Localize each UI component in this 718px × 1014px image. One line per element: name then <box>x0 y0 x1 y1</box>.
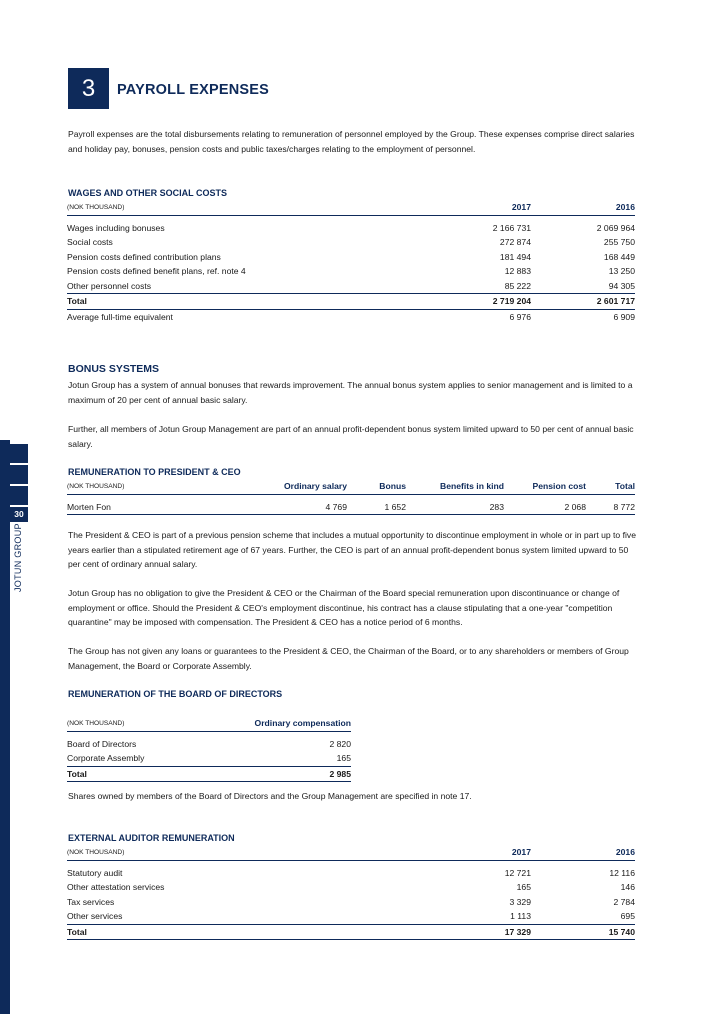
table-row <box>67 221 635 236</box>
note-number: 3 <box>68 68 109 109</box>
value-2016: 2 069 964 <box>596 222 635 233</box>
bonus-paragraph-2: Further, all members of Jotun Group Management are part of an annual profit-dependent bonus system limited upward to 50 per cent of annual basic salary. <box>68 424 634 449</box>
value-2017: 85 222 <box>504 280 531 291</box>
value-2016: 255 750 <box>603 237 635 248</box>
brand-label: JOTUN GROUP <box>13 523 23 592</box>
total-2017: 17 329 <box>467 924 531 940</box>
table-row <box>67 279 635 294</box>
row-value: 2 820 <box>329 738 351 749</box>
bonus-paragraph-1: Jotun Group has a system of annual bonuses that rewards improvement. The annual bonus system applies to senior management and is limited to a maximum of 20 per cent of annual basic salary. <box>68 380 633 405</box>
fte-2017: 6 976 <box>509 311 531 322</box>
row-label: Tax services <box>67 896 115 907</box>
board-unit: (NOK THOUSAND) <box>67 716 217 731</box>
sidebar-strip <box>0 440 10 1014</box>
page-number: 30 <box>10 507 28 522</box>
ceo-title: REMUNERATION TO PRESIDENT & CEO <box>68 467 241 477</box>
col-ordinary-salary: Ordinary salary <box>247 479 347 494</box>
wages-col-2016: 2016 <box>531 200 635 215</box>
value-2017: 2 166 731 <box>492 222 531 233</box>
auditor-unit: (NOK THOUSAND) <box>67 845 467 860</box>
fte-2016: 6 909 <box>613 311 635 322</box>
value-2016: 146 <box>620 882 635 893</box>
row-label: Other personnel costs <box>67 280 152 291</box>
value-2017: 1 113 <box>510 911 531 922</box>
value-2017: 12 721 <box>504 867 531 878</box>
table-row <box>67 866 635 881</box>
row-label: Wages including bonuses <box>67 222 165 233</box>
total-2016: 2 601 717 <box>531 294 635 310</box>
table-row <box>67 235 635 250</box>
table-row <box>67 500 635 515</box>
row-label: Pension costs defined contribution plans <box>67 251 221 262</box>
total-2017: 2 719 204 <box>467 294 531 310</box>
auditor-table <box>67 845 635 940</box>
value-2017: 3 329 <box>509 896 531 907</box>
board-note: Shares owned by members of the Board of Directors and the Group Management are specified in note 17. <box>68 791 472 801</box>
row-label: Board of Directors <box>67 738 137 749</box>
value-2017: 181 494 <box>499 251 531 262</box>
row-label: Corporate Assembly <box>67 753 145 764</box>
table-row <box>67 909 635 924</box>
table-row <box>67 250 635 265</box>
wages-title: WAGES AND OTHER SOCIAL COSTS <box>68 188 228 198</box>
table-row <box>67 737 351 752</box>
row-label: Social costs <box>67 237 113 248</box>
page-title: PAYROLL EXPENSES <box>117 82 270 98</box>
sidebar-tab-2 <box>0 465 28 484</box>
total-value: 2 985 <box>217 766 351 782</box>
wages-col-2017: 2017 <box>467 200 531 215</box>
value-2016: 2 784 <box>613 896 635 907</box>
col-total: Total <box>586 479 635 494</box>
total-2016: 15 740 <box>531 924 635 940</box>
value-2017: 272 874 <box>499 237 531 248</box>
wages-table <box>67 200 635 324</box>
row-label: Other services <box>67 911 123 922</box>
total-label: Total <box>67 294 467 310</box>
row-label: Statutory audit <box>67 867 123 878</box>
table-row <box>67 880 635 895</box>
ceo-pension: 2 068 <box>504 500 586 515</box>
ceo-total: 8 772 <box>586 500 635 515</box>
col-pension: Pension cost <box>504 479 586 494</box>
fte-label: Average full-time equivalent <box>67 311 173 322</box>
ceo-unit: (NOK THOUSAND) <box>67 479 247 494</box>
intro-paragraph: Payroll expenses are the total disbursements relating to remuneration of personnel employed by the Group. These expenses comprise direct salaries and holiday pay, bonuses, pension costs and public taxes/charges relating to the employment of personnel. <box>68 129 635 154</box>
auditor-col-2016: 2016 <box>531 845 635 860</box>
ceo-paragraph-2: Jotun Group has no obligation to give the President & CEO or the Chairman of the Board special remuneration upon discontinuance or change of employment or office. Should the President & CEO's employment discontinue, his contract has a clause stipulating that a one-year "competition quarantine" may be imposed with compensation. The President & CEO has a notice period of 6 months. <box>68 588 620 627</box>
ceo-paragraph-1: The President & CEO is part of a previous pension scheme that includes a mutual opportunity to discontinue employment in whole or in part up to five years earlier than a stipulated retirement age of 67 years. Further, the CEO is part of an annual profit-dependent bonus system limited upward to 50 per cent of ordinary annual salary. <box>68 530 636 569</box>
table-row <box>67 895 635 910</box>
value-2017: 12 883 <box>504 266 531 277</box>
ceo-table <box>67 479 635 515</box>
auditor-title: EXTERNAL AUDITOR REMUNERATION <box>68 833 235 843</box>
col-ordinary-compensation: Ordinary compensation <box>217 716 351 731</box>
sidebar-tab-1 <box>0 444 28 463</box>
table-row <box>67 751 351 766</box>
value-2017: 165 <box>516 882 531 893</box>
ceo-name: Morten Fon <box>67 500 247 515</box>
row-label: Pension costs defined benefit plans, ref. note 4 <box>67 266 246 277</box>
ceo-bonus: 1 652 <box>347 500 406 515</box>
col-benefits: Benefits in kind <box>406 479 504 494</box>
value-2016: 13 250 <box>608 266 635 277</box>
sidebar-tab-3 <box>0 486 28 505</box>
col-bonus: Bonus <box>347 479 406 494</box>
bonus-title: BONUS SYSTEMS <box>68 363 160 375</box>
table-row <box>67 264 635 279</box>
ceo-benefits: 283 <box>406 500 504 515</box>
total-label: Total <box>67 766 217 782</box>
ceo-salary: 4 769 <box>247 500 347 515</box>
ceo-paragraph-3: The Group has not given any loans or guarantees to the President & CEO, the Chairman of the Board, or to any shareholders or members of Group Management, the Board or Corporate Assembly. <box>68 646 629 671</box>
value-2016: 168 449 <box>603 251 635 262</box>
total-row <box>67 924 635 940</box>
total-label: Total <box>67 924 467 940</box>
total-row <box>67 294 635 310</box>
total-row <box>67 766 351 782</box>
auditor-col-2017: 2017 <box>467 845 531 860</box>
board-title: REMUNERATION OF THE BOARD OF DIRECTORS <box>68 689 283 699</box>
row-value: 165 <box>336 753 351 764</box>
board-table <box>67 716 351 782</box>
value-2016: 12 116 <box>609 867 635 878</box>
wages-unit: (NOK THOUSAND) <box>67 200 467 215</box>
value-2016: 695 <box>620 911 635 922</box>
value-2016: 94 305 <box>608 280 635 291</box>
row-label: Other attestation services <box>67 882 165 893</box>
fte-row <box>67 309 635 324</box>
